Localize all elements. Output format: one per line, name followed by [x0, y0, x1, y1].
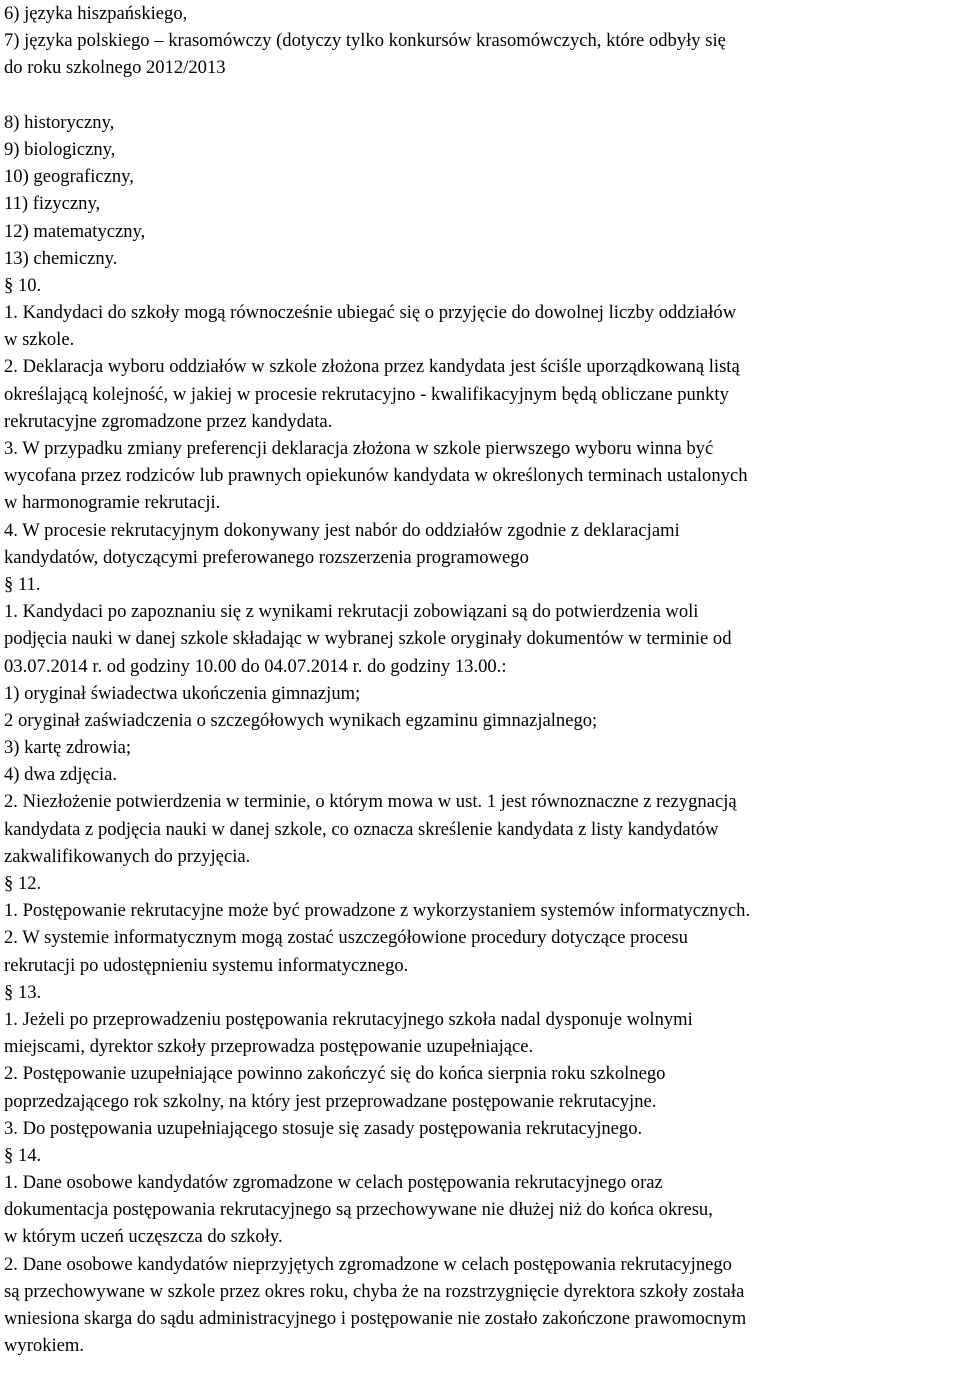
- text-line: 4. W procesie rekrutacyjnym dokonywany jest nabór do oddziałów zgodnie z deklaracjami: [4, 519, 680, 541]
- text-line: wyrokiem.: [4, 1335, 85, 1357]
- text-line: 13) chemiczny.: [4, 247, 118, 269]
- text-line: 1. Dane osobowe kandydatów zgromadzone w celach postępowania rekrutacyjnego oraz: [4, 1172, 663, 1194]
- text-line: 2. Deklaracja wyboru oddziałów w szkole złożona przez kandydata jest ściśle uporządkowaną listą: [4, 356, 740, 378]
- text-line: podjęcia nauki w danej szkole składając w wybranej szkole oryginały dokumentów w terminie od: [4, 628, 732, 650]
- text-line: 12) matematyczny,: [4, 220, 146, 242]
- text-line: 3. Do postępowania uzupełniającego stosuje się zasady postępowania rekrutacyjnego.: [4, 1117, 643, 1139]
- text-line: § 10.: [4, 274, 42, 296]
- text-line: w którym uczeń uczęszcza do szkoły.: [4, 1226, 283, 1248]
- text-line: wycofana przez rodziców lub prawnych opiekunów kandydata w określonych terminach ustalonych: [4, 465, 748, 487]
- text-line: 1. Postępowanie rekrutacyjne może być prowadzone z wykorzystaniem systemów informatycznych.: [4, 900, 751, 922]
- text-line: 1) oryginał świadectwa ukończenia gimnazjum;: [4, 682, 361, 704]
- text-line: rekrutacji po udostępnieniu systemu informatycznego.: [4, 954, 409, 976]
- text-line: kandydata z podjęcia nauki w danej szkole, co oznacza skreślenie kandydata z listy kandydatów: [4, 818, 719, 840]
- text-line: 1. Kandydaci do szkoły mogą równocześnie ubiegać się o przyjęcie do dowolnej liczby oddziałów: [4, 302, 737, 324]
- text-line: 03.07.2014 r. od godziny 10.00 do 04.07.2014 r. do godziny 13.00.:: [4, 655, 507, 677]
- text-line: zakwalifikowanych do przyjęcia.: [4, 845, 251, 867]
- text-line: 6) języka hiszpańskiego,: [4, 3, 188, 24]
- text-line: poprzedzającego rok szkolny, na który jest przeprowadzane postępowanie rekrutacyjne.: [4, 1090, 657, 1112]
- text-line: 2. Niezłożenie potwierdzenia w terminie, o którym mowa w ust. 1 jest równoznaczne z rezygnacją: [4, 791, 737, 813]
- text-line: do roku szkolnego 2012/2013: [4, 57, 226, 79]
- text-line: w harmonogramie rekrutacji.: [4, 492, 221, 514]
- text-line: 3. W przypadku zmiany preferencji deklaracja złożona w szkole pierwszego wyboru winna być: [4, 438, 714, 459]
- text-line: 8) historyczny,: [4, 111, 115, 133]
- text-line: 2. Postępowanie uzupełniające powinno zakończyć się do końca sierpnia roku szkolnego: [4, 1063, 666, 1085]
- text-line: rekrutacyjne zgromadzone przez kandydata.: [4, 410, 333, 432]
- text-line: 7) języka polskiego – krasomówczy (dotyczy tylko konkursów krasomówczych, które odbyły się: [4, 30, 726, 52]
- text-line: 2. Dane osobowe kandydatów nieprzyjętych zgromadzone w celach postępowania rekrutacyjnego: [4, 1253, 732, 1275]
- text-line: 2 oryginał zaświadczenia o szczegółowych wynikach egzaminu gimnazjalnego;: [4, 709, 598, 731]
- text-line: 4) dwa zdjęcia.: [4, 764, 118, 786]
- text-line: są przechowywane w szkole przez okres roku, chyba że na rozstrzygnięcie dyrektora szkoły została: [4, 1280, 745, 1302]
- blank-line: [4, 82, 958, 109]
- text-line: w szkole.: [4, 329, 75, 351]
- text-line: 3) kartę zdrowia;: [4, 737, 131, 759]
- text-line: kandydatów, dotyczącymi preferowanego rozszerzenia programowego: [4, 546, 529, 568]
- text-line: określającą kolejność, w jakiej w procesie rekrutacyjno - kwalifikacyjnym będą obliczane punkty: [4, 383, 729, 405]
- text-line: § 13.: [4, 981, 42, 1003]
- text-line: 2. W systemie informatycznym mogą zostać uszczegółowione procedury dotyczące procesu: [4, 927, 688, 949]
- text-line: miejscami, dyrektor szkoły przeprowadza postępowanie uzupełniające.: [4, 1036, 534, 1058]
- text-line: § 11.: [4, 573, 41, 595]
- text-line: 11) fizyczny,: [4, 193, 101, 215]
- text-line: 9) biologiczny,: [4, 138, 116, 160]
- document-page: [4, 0, 958, 1359]
- text-line: wniesiona skarga do sądu administracyjnego i postępowanie nie zostało zakończone prawomocnym: [4, 1308, 747, 1329]
- text-line: dokumentacja postępowania rekrutacyjnego są przechowywane nie dłużej niż do końca okresu,: [4, 1199, 713, 1221]
- text-line: § 14.: [4, 1144, 42, 1166]
- text-line: § 12.: [4, 873, 42, 894]
- text-line: 1. Jeżeli po przeprowadzeniu postępowania rekrutacyjnego szkoła nadal dysponuje wolnymi: [4, 1008, 693, 1030]
- text-line: 1. Kandydaci po zapoznaniu się z wynikami rekrutacji zobowiązani są do potwierdzenia woli: [4, 601, 699, 623]
- text-line: 10) geograficzny,: [4, 166, 134, 188]
